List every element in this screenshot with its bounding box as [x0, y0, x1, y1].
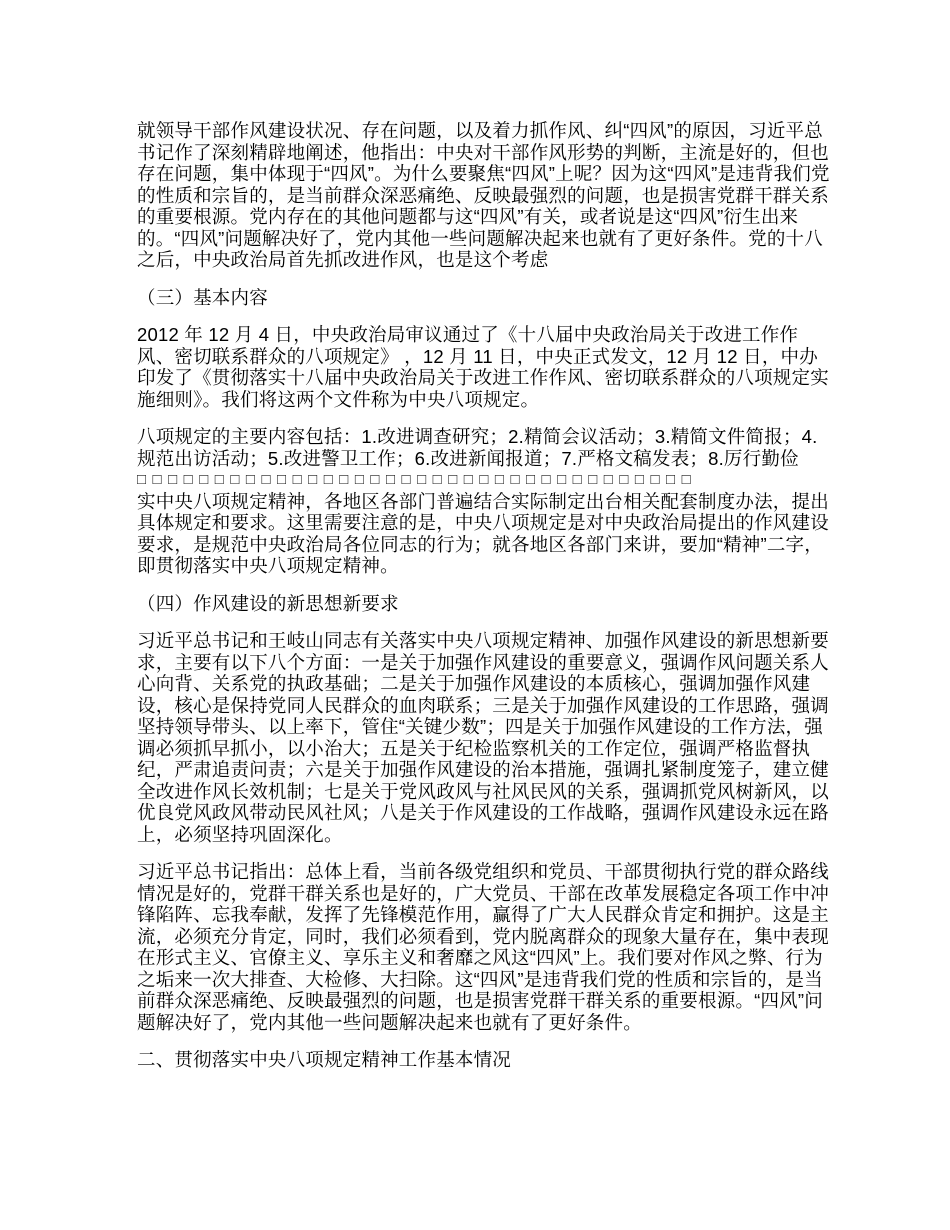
paragraph-implement-spirit: 实中央八项规定精神，各地区各部门普遍结合实际制定出台相关配套制度办法，提出具体规定和要求。这里需要注意的是，中央八项规定是对中央政治局提出的作风建设要求，是规范中央政治局各位同志的行为；就各地区各部门来讲，要加“精神”二字，即贯彻落实中央八项规定精神。 — [137, 490, 829, 576]
paragraph-eight-items-list: 八项规定的主要内容包括：1.改进调查研究；2.精简会议活动；3.精简文件简报；4.规范出访活动；5.改进警卫工作；6.改进新闻报道；7.严格文稿发表；8.厉行勤俭 — [137, 426, 818, 469]
section-heading-basic-content: （三）基本内容 — [137, 286, 268, 308]
paragraph-four-winds-reasons: 就领导干部作风建设状况、存在问题，以及着力抓作风、纠“四风”的原因，习近平总书记作了深刻精辟地阐述，他指出：中央对干部作风形势的判断，主流是好的，但也存在问题，集中体现于“四风”。为什么要聚焦“四风”上呢？因为这“四风”是违背我们党的性质和宗旨的，是当前群众深恶痛绝、反映最强烈的问题，也是损害党群干群关系的重要根源。党内存在的其他问题都与这“四风”有关，或者说是这“四风”衍生出来的。“四风”问题解决好了，党内其他一些问题解决起来也就有了更好条件。党的十八之后，中央政治局首先抓改进作风，也是这个考虑 — [137, 120, 830, 270]
section-heading-part-two: 二、贯彻落实中央八项规定精神工作基本情况 — [137, 1049, 512, 1070]
paragraph-overall-assessment: 习近平总书记指出：总体上看，当前各级党组织和党员、干部贯彻执行党的群众路线情况是好的，党群干群关系也是好的，广大党员、干部在改革发展稳定各项工作中冲锋陷阵、忘我奉献，发挥了先锋模范作用，赢得了广大人民群众肯定和拥护。这是主流，必须充分肯定，同时，我们必须看到，党内脱离群众的现象大量存在，集中表现在形式主义、官僚主义、享乐主义和奢靡之风这“四风”上。我们要对作风之弊、行为之垢来一次大排查、大检修、大扫除。这“四风”是违背我们党的性质和宗旨的，是当前群众深恶痛绝、反映最强烈的问题，也是损害党群干群关系的重要根源。“四风”问题解决好了，党内其他一些问题解决起来也就有了更好条件。 — [137, 861, 829, 1033]
paragraph-eight-aspects: 习近平总书记和王岐山同志有关落实中央八项规定精神、加强作风建设的新思想新要求，主要有以下八个方面：一是关于加强作风建设的重要意义，强调作风问题关系人心向背、关系党的执政基础；二是关于加强作风建设的本质核心，强调加强作风建设，核心是保持党同人民群众的血肉联系；三是关于加强作风建设的工作思路，强调坚持领导带头、以上率下，管住“关键少数”；四是关于加强作风建设的工作方法，强调必须抓早抓小，以小治大；五是关于纪检监察机关的工作定位，强调严格监督执纪，严肃追责问责；六是关于加强作风建设的治本措施，强调扎紧制度笼子，建立健全改进作风长效机制；七是关于党风政风与社风民风的关系，强调抓党风树新风，以优良党风政风带动民风社风；八是关于作风建设的工作战略，强调作风建设永远在路上，必须坚持巩固深化。 — [137, 630, 829, 845]
paragraph-2012-regulations: 2012 年 12 月 4 日，中央政治局审议通过了《十八届中央政治局关于改进工作作风、密切联系群众的八项规定》 ，12 月 11 日，中央正式发文，12 月 12 日，中办印发了《贯彻落实十八届中央政治局关于改进工作作风、密切联系群众的八项规定实施细则》。我们将这两个文件称为中央八项规定。 — [137, 324, 829, 410]
document-content — [137, 120, 834, 1087]
section-heading-new-thoughts: （四）作风建设的新思想新要求 — [137, 592, 399, 614]
paragraph-group-eight-items — [137, 426, 834, 577]
missing-glyph-row: □□□□□□□□□□□□□□□□□□□□□□□□□□□□□□□□□□□□ — [137, 471, 698, 488]
